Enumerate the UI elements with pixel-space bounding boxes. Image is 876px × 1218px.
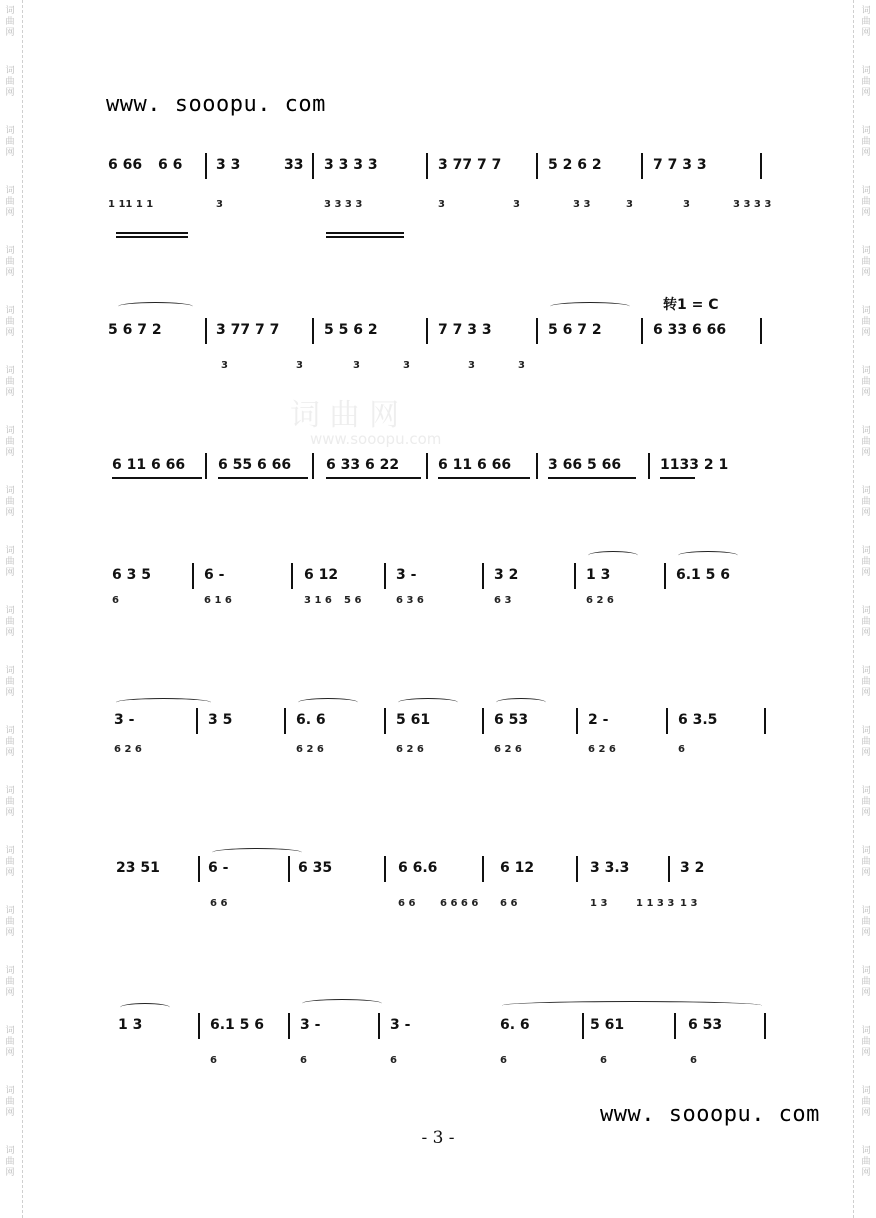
margin-watermark-glyphs: 词 曲 网 [5,786,15,818]
bar-line [288,856,290,882]
margin-watermark-glyphs: 词 曲 网 [861,966,871,998]
bar-line [764,708,766,734]
margin-watermark-glyphs: 词 曲 网 [861,426,871,458]
bar-line [205,318,207,344]
margin-watermark-glyphs: 词 曲 网 [5,966,15,998]
margin-watermark-glyphs: 词 曲 网 [5,906,15,938]
melody-row: 23 51 6 - 6 35 6 6.6 6 12 3 3.3 3 2 [116,860,705,876]
bar-line [192,563,194,589]
bar-line [426,318,428,344]
melody-row: 3 - 3 5 6. 6 5 61 6 53 2 - 6 3.5 [114,712,718,728]
melody-row: 6 3 5 6 - 6 12 3 - 3 2 1 3 6.1 5 6 [112,567,731,583]
note-group: 33 [284,157,304,173]
margin-watermark-glyphs: 词 曲 网 [5,1026,15,1058]
bar-line [426,453,428,479]
accompaniment-row: 6 6 1 6 3 1 6 5 6 6 3 6 6 3 6 2 6 [112,595,614,606]
melody-row: 5 6 7 2 3 77 7 7 5 5 6 2 7 7 3 3 5 6 7 2 6 33 6 66 [108,322,727,338]
bar-line [378,1013,380,1039]
margin-watermark-glyphs: 词 曲 网 [5,1146,15,1178]
margin-watermark-glyphs: 词 曲 网 [5,426,15,458]
margin-watermark-glyphs: 词 曲 网 [861,1026,871,1058]
note-group: 7 7 3 3 [653,157,707,173]
margin-watermark-glyphs: 词 曲 网 [861,846,871,878]
margin-watermark-glyphs: 词 曲 网 [861,306,871,338]
margin-watermark-glyphs: 词 曲 网 [861,186,871,218]
margin-watermark-glyphs: 词 曲 网 [861,126,871,158]
key-change-label: 转1 = C [663,297,719,313]
bar-line [284,708,286,734]
bar-line [674,1013,676,1039]
margin-watermark-glyphs: 词 曲 网 [5,66,15,98]
margin-watermark-glyphs: 词 曲 网 [861,906,871,938]
accompaniment-row: 6 6 6 6 6 6 [210,1055,697,1066]
margin-watermark-glyphs: 词 曲 网 [861,606,871,638]
margin-watermark-glyphs: 词 曲 网 [5,246,15,278]
bar-line [760,153,762,179]
margin-watermark-glyphs: 词 曲 网 [861,66,871,98]
top-url-watermark: www. sooopu. com [106,92,326,117]
bar-line [312,153,314,179]
bar-line [426,153,428,179]
bar-line [536,453,538,479]
melody-row: 1 3 6.1 5 6 3 - 3 - 6. 6 5 61 6 53 [118,1017,723,1033]
bar-line [288,1013,290,1039]
margin-watermark-glyphs: 词 曲 网 [5,846,15,878]
margin-watermark-glyphs: 词 曲 网 [5,546,15,578]
bar-line [574,563,576,589]
note-group: 6 66 [108,157,143,173]
margin-watermark-glyphs: 词 曲 网 [5,306,15,338]
margin-watermark-glyphs: 词 曲 网 [5,6,15,38]
bar-line [576,708,578,734]
bar-line [648,453,650,479]
margin-watermark-glyphs: 词 曲 网 [5,366,15,398]
melody-row [108,157,768,177]
page-number: - 3 - [421,1128,455,1148]
note-group: 6 6 [158,157,183,173]
margin-watermark-glyphs: 词 曲 网 [861,6,871,38]
margin-watermark-glyphs: 词 曲 网 [5,126,15,158]
bar-line [760,318,762,344]
bar-line [384,856,386,882]
bar-line [641,318,643,344]
margin-watermark-glyphs: 词 曲 网 [5,726,15,758]
accompaniment-row: 6 2 6 6 2 6 6 2 6 6 2 6 6 2 6 6 [114,744,685,755]
note-group: 3 77 7 7 [438,157,502,173]
bar-line [664,563,666,589]
bar-line [291,563,293,589]
note-group: 5 2 6 2 [548,157,602,173]
bar-line [198,1013,200,1039]
bar-line [576,856,578,882]
margin-watermark-glyphs: 词 曲 网 [861,366,871,398]
bar-line [384,563,386,589]
margin-watermark-glyphs: 词 曲 网 [5,186,15,218]
margin-watermark-glyphs: 词 曲 网 [5,1086,15,1118]
bar-line [641,153,643,179]
bar-line [198,856,200,882]
accompaniment-row: 6 6 6 6 6 6 6 6 6 6 1 3 1 1 3 3 1 3 [210,898,698,909]
bar-line [384,708,386,734]
note-group: 3 3 [216,157,241,173]
bar-line [196,708,198,734]
margin-watermark-glyphs: 词 曲 网 [5,666,15,698]
accompaniment-row: 3 3 3 3 3 3 [221,360,525,371]
bar-line [205,453,207,479]
margin-watermark-glyphs: 词 曲 网 [861,786,871,818]
faint-center-url: www.sooopu.com [310,430,442,448]
bar-line [764,1013,766,1039]
margin-watermark-glyphs: 词 曲 网 [861,546,871,578]
bar-line [312,318,314,344]
margin-watermark-glyphs: 词 曲 网 [861,1146,871,1178]
bar-line [668,856,670,882]
bar-line [205,153,207,179]
melody-row: 6 11 6 66 6 55 6 66 6 33 6 22 6 11 6 66 3 66 5 66 1133 2 1 [112,457,729,473]
bar-line [482,708,484,734]
note-group: 3 3 3 3 [324,157,378,173]
margin-watermark-glyphs: 词 曲 网 [5,606,15,638]
margin-watermark-glyphs: 词 曲 网 [861,486,871,518]
bar-line [582,1013,584,1039]
bar-line [312,453,314,479]
bar-line [536,318,538,344]
margin-watermark-glyphs: 词 曲 网 [861,726,871,758]
bar-line [666,708,668,734]
faint-center-watermark: 词 曲 网 [290,398,400,433]
bar-line [482,856,484,882]
accompaniment-row: 1 11 1 1 3 3 3 3 3 3 3 3 3 3 3 3 3 3 3 [108,199,772,210]
margin-watermark-glyphs: 词 曲 网 [861,246,871,278]
bar-line [482,563,484,589]
bar-line [536,153,538,179]
margin-watermark-glyphs: 词 曲 网 [5,486,15,518]
bottom-url-watermark: www. sooopu. com [600,1102,820,1127]
margin-watermark-glyphs: 词 曲 网 [861,1086,871,1118]
margin-watermark-glyphs: 词 曲 网 [861,666,871,698]
